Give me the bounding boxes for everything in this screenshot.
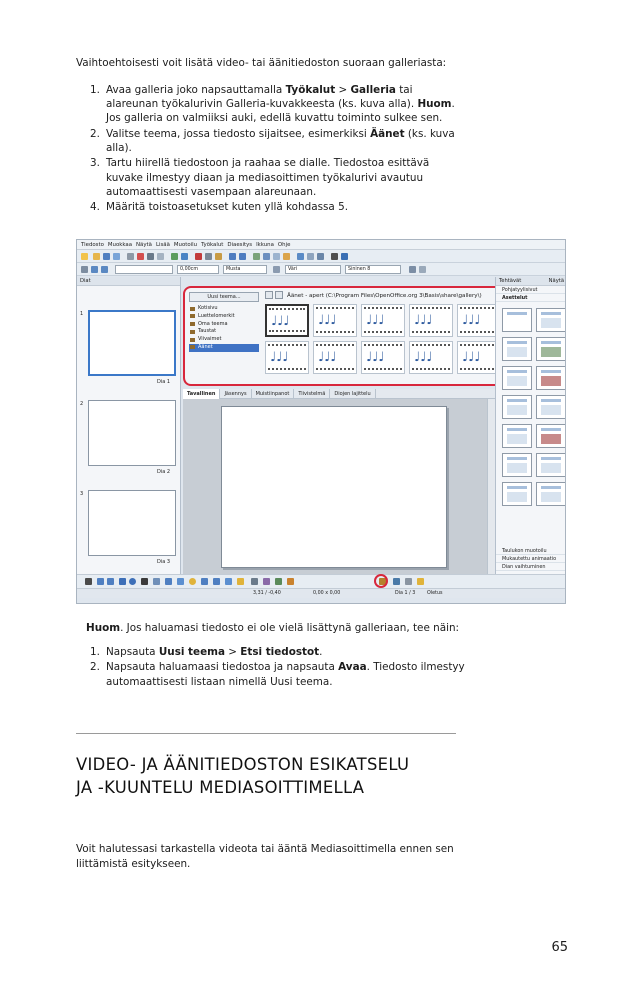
tasks-view-menu[interactable]: Näytä bbox=[548, 278, 564, 284]
tasks-pane-title: Tehtävät bbox=[499, 278, 522, 284]
layout-option[interactable] bbox=[502, 395, 532, 419]
new-theme-button[interactable]: Uusi teema... bbox=[189, 292, 259, 302]
slide-label: Dia 1 bbox=[157, 379, 171, 385]
list-number: 1. bbox=[90, 646, 100, 658]
menu-item-view[interactable]: Näytä bbox=[136, 242, 152, 248]
status-bar bbox=[77, 588, 565, 598]
list-number: 1. bbox=[90, 84, 100, 96]
image-icon[interactable] bbox=[273, 253, 280, 260]
theme-item-kotisivu[interactable]: Kotisivu bbox=[189, 305, 259, 313]
line-color-select[interactable]: Musta bbox=[223, 265, 267, 274]
list-number: 2. bbox=[90, 127, 100, 140]
list-item bbox=[76, 200, 466, 214]
extrusion-icon[interactable] bbox=[393, 578, 400, 585]
spellcheck-icon[interactable] bbox=[171, 253, 178, 260]
sound-icon: ♩♩♩ bbox=[462, 350, 481, 365]
list-item bbox=[76, 645, 466, 659]
status-size: 0,00 x 0,00 bbox=[313, 591, 341, 596]
intro-paragraph: Vaihtoehtoisesti voit lisätä video- tai äänitiedoston suoraan galleriasta: bbox=[76, 57, 447, 69]
slide-label: Dia 2 bbox=[157, 469, 171, 475]
current-slide[interactable] bbox=[221, 406, 447, 568]
connector-icon[interactable] bbox=[165, 578, 172, 585]
symbol-shapes-icon[interactable] bbox=[189, 578, 196, 585]
paste-icon[interactable] bbox=[215, 253, 222, 260]
slide-number: 2 bbox=[80, 401, 84, 407]
sound-icon: ♩♩♩ bbox=[366, 313, 385, 328]
block-arrows-icon[interactable] bbox=[201, 578, 208, 585]
task-slide-transition[interactable]: Dian vaihtuminen bbox=[496, 563, 566, 571]
heading-line-1: VIDEO- JA ÄÄNITIEDOSTON ESIKATSELU bbox=[76, 755, 410, 774]
find-files-term: Etsi tiedostot bbox=[240, 646, 320, 658]
step-text: Valitse teema, jossa tiedosto sijaitsee, esimerkiksi bbox=[106, 127, 371, 140]
step-text: Tartu hiirellä tiedostoon ja raahaa se dialle. Tiedostoa esittävä kuvake ilmestyy diaan ja mediasoittimen työkalurivi avautuu automaattisesti vasempaan alareunaan. bbox=[106, 157, 430, 198]
list-number: 4. bbox=[90, 201, 100, 214]
theme-list bbox=[189, 305, 259, 352]
line-style-select[interactable] bbox=[115, 265, 173, 274]
sound-icon: ♩♩♩ bbox=[318, 350, 337, 365]
gallery-item[interactable] bbox=[313, 304, 357, 337]
step-text: . Jos galleria on valmiiksi auki, edellä kuvattu toiminto sulkee sen. bbox=[106, 98, 455, 125]
new-theme-term: Uusi teema bbox=[158, 646, 225, 658]
slide-number: 1 bbox=[80, 311, 84, 317]
line-width-field[interactable]: 0,00cm bbox=[177, 265, 219, 274]
tasks-bottom-sections bbox=[496, 547, 566, 571]
flowchart-icon[interactable] bbox=[213, 578, 220, 585]
step-text: Napsauta bbox=[106, 646, 159, 658]
chart-icon[interactable] bbox=[253, 253, 260, 260]
slide-thumbnail-1[interactable] bbox=[88, 310, 176, 376]
layout-option[interactable] bbox=[502, 482, 532, 506]
slides-pane bbox=[77, 277, 181, 574]
gallery-item[interactable] bbox=[265, 304, 309, 337]
note-text: . Jos haluamasi tiedosto ei ole vielä lisättynä galleriaan, tee näin: bbox=[120, 622, 460, 634]
tasks-pane-header bbox=[496, 277, 566, 286]
menu-item-help[interactable]: Ohje bbox=[277, 242, 291, 248]
gallery-item[interactable] bbox=[361, 304, 405, 337]
edit-icon[interactable] bbox=[127, 253, 134, 260]
detail-view-icon[interactable] bbox=[275, 291, 283, 299]
layout-option[interactable] bbox=[502, 366, 532, 390]
select-icon[interactable] bbox=[85, 578, 92, 585]
basic-shapes-icon[interactable] bbox=[177, 578, 184, 585]
gallery-path: Äänet - apert (C:\Program Files\OpenOffice.org 3\Basis\share\gallery\) bbox=[287, 293, 482, 299]
layout-option[interactable] bbox=[536, 395, 566, 419]
sound-icon: ♩♩♩ bbox=[318, 313, 337, 328]
step-text: Avaa galleria joko napsauttamalla bbox=[106, 84, 286, 96]
from-file-icon[interactable] bbox=[287, 578, 294, 585]
theme-item-oma-teema[interactable]: Oma teema bbox=[189, 321, 259, 329]
save-icon[interactable] bbox=[103, 253, 110, 260]
gallery-item[interactable] bbox=[409, 304, 453, 337]
menu-tools-term: Työkalut bbox=[285, 84, 336, 96]
layout-option[interactable] bbox=[536, 482, 566, 506]
step-text: > bbox=[335, 84, 351, 96]
menu-item-slideshow[interactable]: Diaesitys bbox=[227, 242, 253, 248]
effects-icon[interactable] bbox=[417, 578, 424, 585]
status-position: 3,31 / -0,40 bbox=[253, 591, 281, 596]
rectangle-icon[interactable] bbox=[119, 578, 126, 585]
email-icon[interactable] bbox=[113, 253, 120, 260]
theme-item-taustat[interactable]: Taustat bbox=[189, 328, 259, 336]
menu-item-window[interactable]: Ikkuna bbox=[256, 242, 274, 248]
glue-points-icon[interactable] bbox=[263, 578, 270, 585]
list-item bbox=[76, 83, 466, 126]
theme-item-viivaimet[interactable]: Viivaimet bbox=[189, 336, 259, 344]
pdf-icon[interactable] bbox=[137, 253, 144, 260]
menu-item-insert[interactable]: Lisää bbox=[155, 242, 170, 248]
area-icon[interactable] bbox=[273, 266, 280, 273]
list-item bbox=[76, 127, 466, 155]
layout-option[interactable] bbox=[502, 424, 532, 448]
menu-item-file[interactable]: Tiedosto bbox=[81, 242, 104, 248]
task-custom-animation[interactable]: Mukautettu animaatio bbox=[496, 555, 566, 563]
task-layouts[interactable]: Asettelut bbox=[496, 294, 566, 302]
section-divider bbox=[76, 733, 456, 734]
layout-icon[interactable] bbox=[307, 253, 314, 260]
sound-icon: ♩♩♩ bbox=[414, 313, 433, 328]
table-icon[interactable] bbox=[263, 253, 270, 260]
tasks-pane bbox=[495, 277, 566, 574]
view-tabs bbox=[183, 389, 515, 399]
shadow-toggle-icon[interactable] bbox=[405, 578, 412, 585]
layout-option[interactable] bbox=[536, 366, 566, 390]
slide-number: 3 bbox=[80, 491, 84, 497]
list-item bbox=[76, 156, 466, 199]
menu-gallery-term: Galleria bbox=[350, 84, 396, 96]
page-number: 65 bbox=[551, 940, 568, 955]
line-icon[interactable] bbox=[91, 266, 98, 273]
points-icon[interactable] bbox=[251, 578, 258, 585]
list-item bbox=[76, 660, 466, 688]
slides-pane-title: Diat bbox=[77, 277, 180, 286]
note-term: Huom bbox=[417, 98, 452, 111]
open-icon[interactable] bbox=[93, 253, 100, 260]
layout-option[interactable] bbox=[502, 308, 532, 332]
text-tool-icon[interactable] bbox=[141, 578, 148, 585]
slide-thumbnail-3[interactable] bbox=[88, 490, 176, 556]
task-master-pages[interactable]: Pohjatyylisivut bbox=[496, 286, 566, 294]
slide-thumbnail-2[interactable] bbox=[88, 400, 176, 466]
body-paragraph: Voit halutessasi tarkastella videota tai ääntä Mediasoittimella ennen sen liittämistä esitykseen. bbox=[76, 843, 454, 870]
status-slide: Dia 1 / 3 bbox=[395, 591, 416, 596]
section-heading bbox=[76, 753, 496, 799]
layout-option[interactable] bbox=[536, 424, 566, 448]
navigator-icon[interactable] bbox=[331, 253, 338, 260]
step-text: (ks. kuva alla). bbox=[106, 127, 455, 154]
redo-icon[interactable] bbox=[239, 253, 246, 260]
step-text: . bbox=[319, 646, 323, 658]
tab-outline[interactable]: Jäsennys bbox=[220, 389, 251, 399]
step-text: . Tiedosto ilmestyy automaattisesti listaan nimellä Uusi teema. bbox=[106, 661, 465, 688]
open-term: Avaa bbox=[338, 661, 367, 674]
line-fill-toolbar bbox=[77, 263, 565, 276]
heading-line-2: JA -KUUNTELU MEDIASOITTIMELLA bbox=[76, 778, 365, 797]
styles-icon[interactable] bbox=[81, 266, 88, 273]
fill-color-select[interactable]: Sininen 8 bbox=[345, 265, 401, 274]
shadow-icon[interactable] bbox=[409, 266, 416, 273]
drawing-toolbar bbox=[77, 574, 565, 588]
step-text: Napsauta haluamaasi tiedostoa ja napsauta bbox=[106, 661, 339, 674]
undo-icon[interactable] bbox=[229, 253, 236, 260]
arrow-style-icon[interactable] bbox=[101, 266, 108, 273]
gallery-icon-highlight bbox=[374, 574, 388, 588]
layout-option[interactable] bbox=[536, 308, 566, 332]
slide-edit-area bbox=[183, 399, 487, 574]
layout-option[interactable] bbox=[502, 453, 532, 477]
slide-icon[interactable] bbox=[297, 253, 304, 260]
menu-item-tools[interactable]: Työkalut bbox=[201, 242, 224, 248]
autospell-icon[interactable] bbox=[181, 253, 188, 260]
tab-normal[interactable]: Tavallinen bbox=[183, 389, 220, 399]
gallery-item[interactable] bbox=[265, 341, 309, 374]
standard-toolbar bbox=[77, 250, 565, 263]
slide-label: Dia 3 bbox=[157, 559, 171, 565]
transform-icon[interactable] bbox=[419, 266, 426, 273]
gallery-steps-list bbox=[76, 83, 466, 216]
help-icon[interactable] bbox=[341, 253, 348, 260]
note-label: Huom bbox=[86, 622, 121, 634]
sound-icon: ♩♩♩ bbox=[462, 313, 481, 328]
tab-handout[interactable]: Tiivistelmä bbox=[294, 389, 330, 399]
task-table-design[interactable]: Taulukon muotoilu bbox=[496, 547, 566, 555]
gallery-panel bbox=[183, 286, 515, 386]
layout-option[interactable] bbox=[536, 453, 566, 477]
design-icon[interactable] bbox=[317, 253, 324, 260]
callouts-icon[interactable] bbox=[225, 578, 232, 585]
gallery-item[interactable] bbox=[409, 341, 453, 374]
theme-sounds-term: Äänet bbox=[370, 127, 405, 140]
stars-icon[interactable] bbox=[237, 578, 244, 585]
fontwork-gallery-icon[interactable] bbox=[275, 578, 282, 585]
note-paragraph bbox=[86, 621, 486, 636]
curve-icon[interactable] bbox=[153, 578, 160, 585]
arrow-tool-icon[interactable] bbox=[107, 578, 114, 585]
cut-icon[interactable] bbox=[195, 253, 202, 260]
print-icon[interactable] bbox=[147, 253, 154, 260]
step-text: Määritä toistoasetukset kuten yllä kohdassa 5. bbox=[106, 201, 348, 214]
sound-icon: ♩♩♩ bbox=[270, 350, 289, 365]
step-text: tai alareunan työkalurivin Galleria-kuvakkeesta (ks. kuva alla). bbox=[106, 84, 418, 111]
vertical-scrollbar[interactable] bbox=[487, 399, 495, 574]
status-layout: Oletus bbox=[427, 591, 443, 596]
sound-icon: ♩♩♩ bbox=[271, 314, 290, 329]
fontwork-icon[interactable] bbox=[283, 253, 290, 260]
tab-notes[interactable]: Muistiinpanot bbox=[252, 389, 295, 399]
menu-item-format[interactable]: Muotoilu bbox=[173, 242, 198, 248]
layout-option[interactable] bbox=[536, 337, 566, 361]
menu-bar bbox=[77, 240, 565, 250]
gallery-item[interactable] bbox=[361, 341, 405, 374]
impress-screenshot bbox=[76, 239, 566, 604]
preview-icon[interactable] bbox=[157, 253, 164, 260]
sound-icon: ♩♩♩ bbox=[414, 350, 433, 365]
gallery-item[interactable] bbox=[313, 341, 357, 374]
menu-item-edit[interactable]: Muokkaa bbox=[107, 242, 133, 248]
new-theme-steps-list bbox=[76, 645, 466, 690]
theme-item-luettelomerkit[interactable]: Luettelomerkit bbox=[189, 313, 259, 321]
step-text: > bbox=[224, 646, 241, 658]
tab-slide-sorter[interactable]: Diojen lajittelu bbox=[330, 389, 375, 399]
sound-icon: ♩♩♩ bbox=[366, 350, 385, 365]
copy-icon[interactable] bbox=[205, 253, 212, 260]
new-icon[interactable] bbox=[81, 253, 88, 260]
ellipse-icon[interactable] bbox=[129, 578, 136, 585]
layout-option[interactable] bbox=[502, 337, 532, 361]
fill-type-select[interactable]: Väri bbox=[285, 265, 341, 274]
list-number: 2. bbox=[90, 661, 100, 674]
theme-item-aanet[interactable]: Äänet bbox=[189, 344, 259, 352]
icon-view-icon[interactable] bbox=[265, 291, 273, 299]
line-tool-icon[interactable] bbox=[97, 578, 104, 585]
list-number: 3. bbox=[90, 157, 100, 170]
